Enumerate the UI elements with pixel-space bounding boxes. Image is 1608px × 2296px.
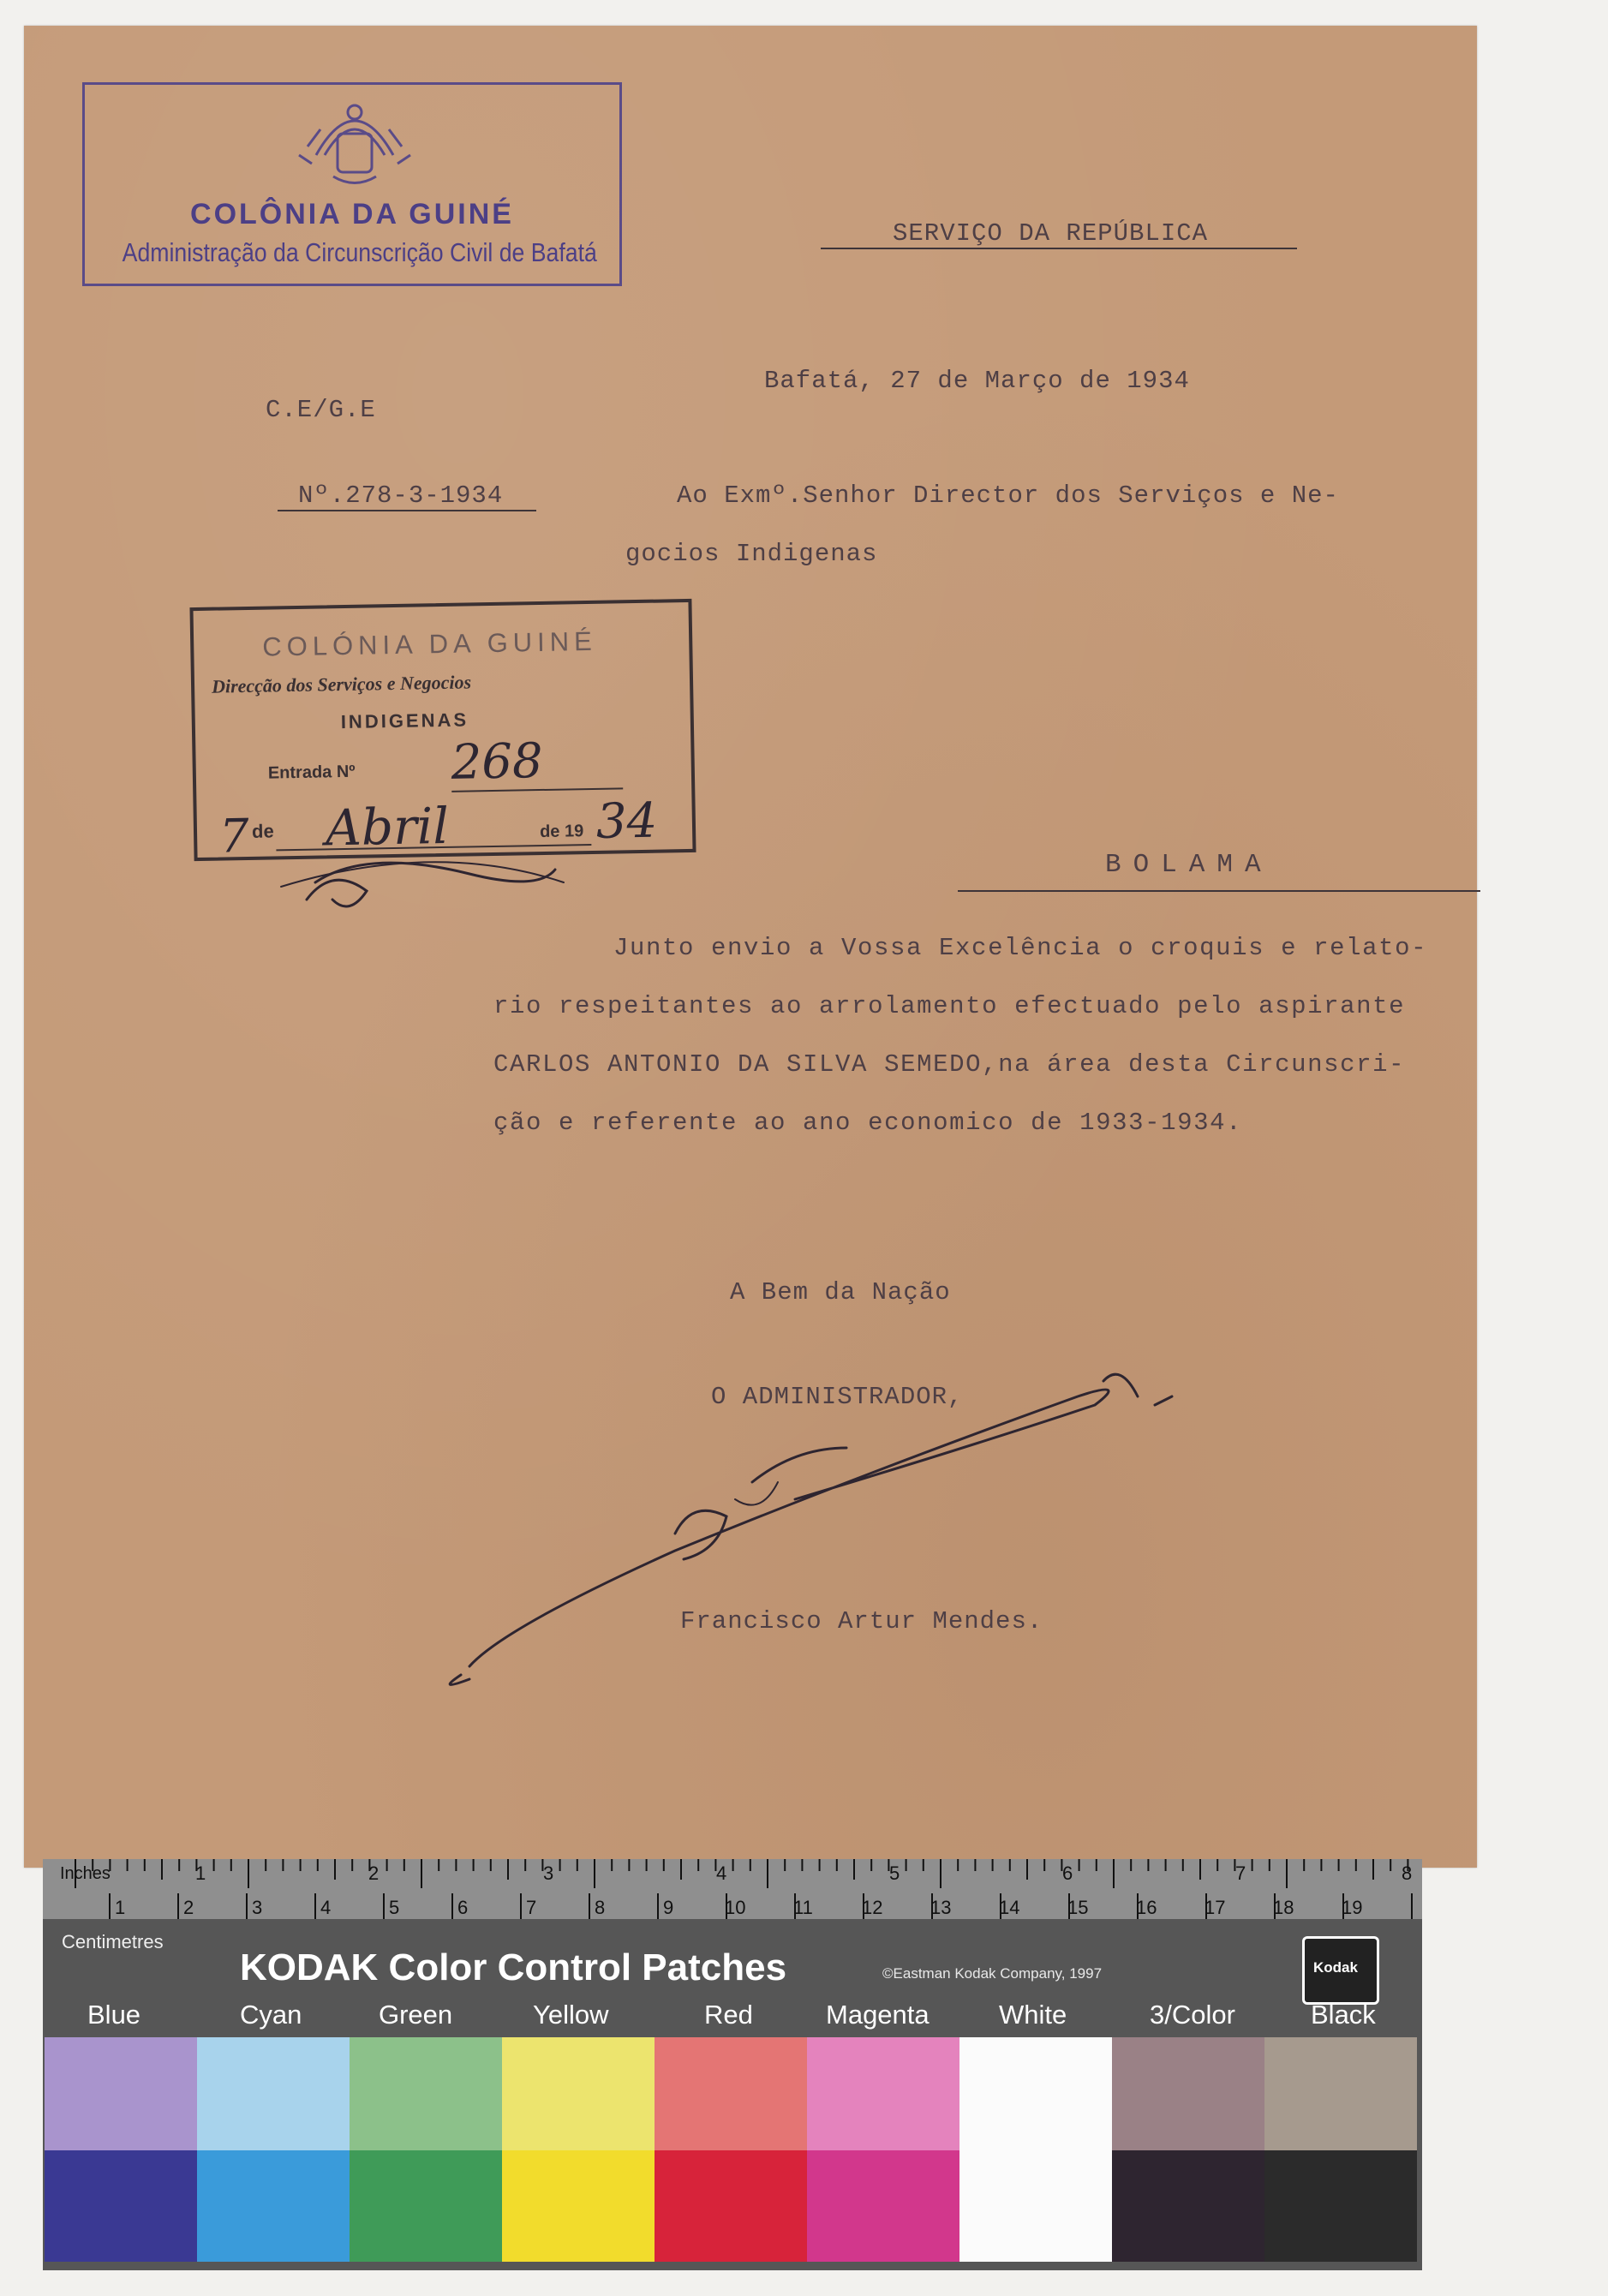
inch-tick: 1 — [195, 1863, 206, 1884]
body-line-4: ção e referente ao ano economico de 1933-1934. — [493, 1109, 1243, 1137]
cm-tick: 1 — [115, 1897, 126, 1918]
cm-tick: 2 — [183, 1897, 194, 1918]
inch-tick: 5 — [889, 1863, 900, 1884]
addressee-line-2: gocios Indigenas — [625, 540, 878, 568]
cm-tick: 7 — [526, 1897, 537, 1918]
cm-tick: 16 — [1136, 1897, 1157, 1918]
cm-tick: 3 — [252, 1897, 263, 1918]
entry-de-label: de — [251, 820, 274, 842]
swatch-label-cyan: Cyan — [240, 2000, 302, 2030]
stamp-colony-name: COLÔNIA DA GUINÉ — [190, 198, 514, 230]
cm-tick: 13 — [930, 1897, 952, 1918]
color-patch-top — [655, 2037, 807, 2150]
color-patch-bottom — [959, 2150, 1112, 2262]
destination-text: BOLAMA — [1105, 850, 1273, 880]
letter-paper — [24, 26, 1477, 1868]
entry-month: Abril — [325, 796, 450, 858]
kodak-logo-icon — [1302, 1936, 1379, 2005]
body-line-3: CARLOS ANTONIO DA SILVA SEMEDO,na área desta Circunscri- — [493, 1050, 1406, 1079]
entry-year-prefix: de 19 — [539, 822, 584, 842]
cm-tick: 10 — [725, 1897, 746, 1918]
kodak-title: KODAK Color Control Patches — [240, 1946, 787, 1988]
signature-marks — [24, 26, 1477, 1868]
body-line-2: rio respeitantes ao arrolamento efectuado pelo aspirante — [493, 992, 1406, 1020]
reference-number: Nº.278-3-1934 — [278, 481, 536, 511]
kodak-copyright: ©Eastman Kodak Company, 1997 — [882, 1965, 1103, 1982]
color-patch-top — [1264, 2037, 1417, 2150]
entry-year: 34 — [595, 792, 658, 850]
place-date: Bafatá, 27 de Março de 1934 — [764, 367, 1190, 395]
color-patch-top — [350, 2037, 502, 2150]
body-line-1: Junto envio a Vossa Excelência o croquis e relato- — [613, 934, 1428, 962]
closing-salutation: A Bem da Nação — [730, 1278, 951, 1306]
inch-tick: 2 — [368, 1863, 380, 1884]
received-stamp-indigenas: INDIGENAS — [340, 709, 469, 733]
inch-tick: 8 — [1402, 1863, 1413, 1884]
cm-tick: 8 — [595, 1897, 606, 1918]
swatch-label-green: Green — [379, 2000, 453, 2030]
received-stamp-department: Direcção dos Serviços e Negocios — [211, 671, 472, 697]
signatory-title: O ADMINISTRADOR, — [711, 1383, 964, 1411]
cm-tick: 4 — [320, 1897, 332, 1918]
cm-tick: 11 — [793, 1897, 813, 1918]
color-patch-top — [45, 2037, 197, 2150]
entry-label: Entrada Nº — [267, 762, 356, 783]
color-patch-top — [197, 2037, 350, 2150]
swatch-label-magenta: Magenta — [826, 2000, 930, 2030]
color-patch-bottom — [807, 2150, 959, 2262]
cm-tick: 15 — [1067, 1897, 1089, 1918]
inch-tick: 6 — [1062, 1863, 1073, 1884]
inches-label: Inches — [60, 1864, 111, 1883]
cm-tick: 19 — [1342, 1897, 1363, 1918]
reference-code: C.E/G.E — [266, 396, 376, 424]
entry-day: 7 — [218, 808, 250, 864]
swatch-label-white: White — [999, 2000, 1067, 2030]
swatch-label-3color: 3/Color — [1150, 2000, 1235, 2030]
inch-tick: 3 — [543, 1863, 554, 1884]
cm-tick: 12 — [862, 1897, 883, 1918]
color-patch-bottom — [502, 2150, 655, 2262]
color-patch-top — [959, 2037, 1112, 2150]
administrator-signature — [450, 1374, 1172, 1684]
color-patch-bottom — [1264, 2150, 1417, 2262]
color-patch-top — [807, 2037, 959, 2150]
entry-number: 268 — [451, 732, 623, 792]
cm-tick: 6 — [457, 1897, 469, 1918]
cm-tick: 9 — [663, 1897, 674, 1918]
color-patch-top — [1112, 2037, 1264, 2150]
swatch-label-blue: Blue — [87, 2000, 141, 2030]
stamp-administration-name: Administração da Circunscrição Civil de Bafatá — [122, 237, 597, 267]
received-stamp-colony: COLÓNIA DA GUINÉ — [261, 625, 598, 662]
kodak-logo-text: Kodak — [1313, 1959, 1358, 1976]
addressee-line-1: Ao Exmº.Senhor Director dos Serviços e Ne- — [677, 481, 1339, 510]
kodak-color-target — [43, 1859, 1422, 2270]
centimetres-label: Centimetres — [62, 1931, 164, 1952]
service-heading: SERVIÇO DA REPÚBLICA — [821, 219, 1297, 249]
cm-tick: 14 — [999, 1897, 1020, 1918]
measurement-ruler — [43, 1859, 1422, 1919]
cm-tick: 17 — [1205, 1897, 1226, 1918]
color-patch-bottom — [350, 2150, 502, 2262]
inch-tick: 7 — [1235, 1863, 1246, 1884]
swatch-label-black: Black — [1311, 2000, 1376, 2030]
color-patch-bottom — [655, 2150, 807, 2262]
swatch-label-yellow: Yellow — [533, 2000, 609, 2030]
color-patch-bottom — [1112, 2150, 1264, 2262]
signatory-name: Francisco Artur Mendes. — [680, 1607, 1043, 1635]
cm-tick: 18 — [1273, 1897, 1294, 1918]
cm-tick: 5 — [389, 1897, 400, 1918]
color-patch-top — [502, 2037, 655, 2150]
inch-tick: 4 — [716, 1863, 727, 1884]
color-patch-bottom — [45, 2150, 197, 2262]
color-patch-bottom — [197, 2150, 350, 2262]
swatch-label-red: Red — [704, 2000, 753, 2030]
ruler-ticks — [43, 1859, 1422, 1919]
